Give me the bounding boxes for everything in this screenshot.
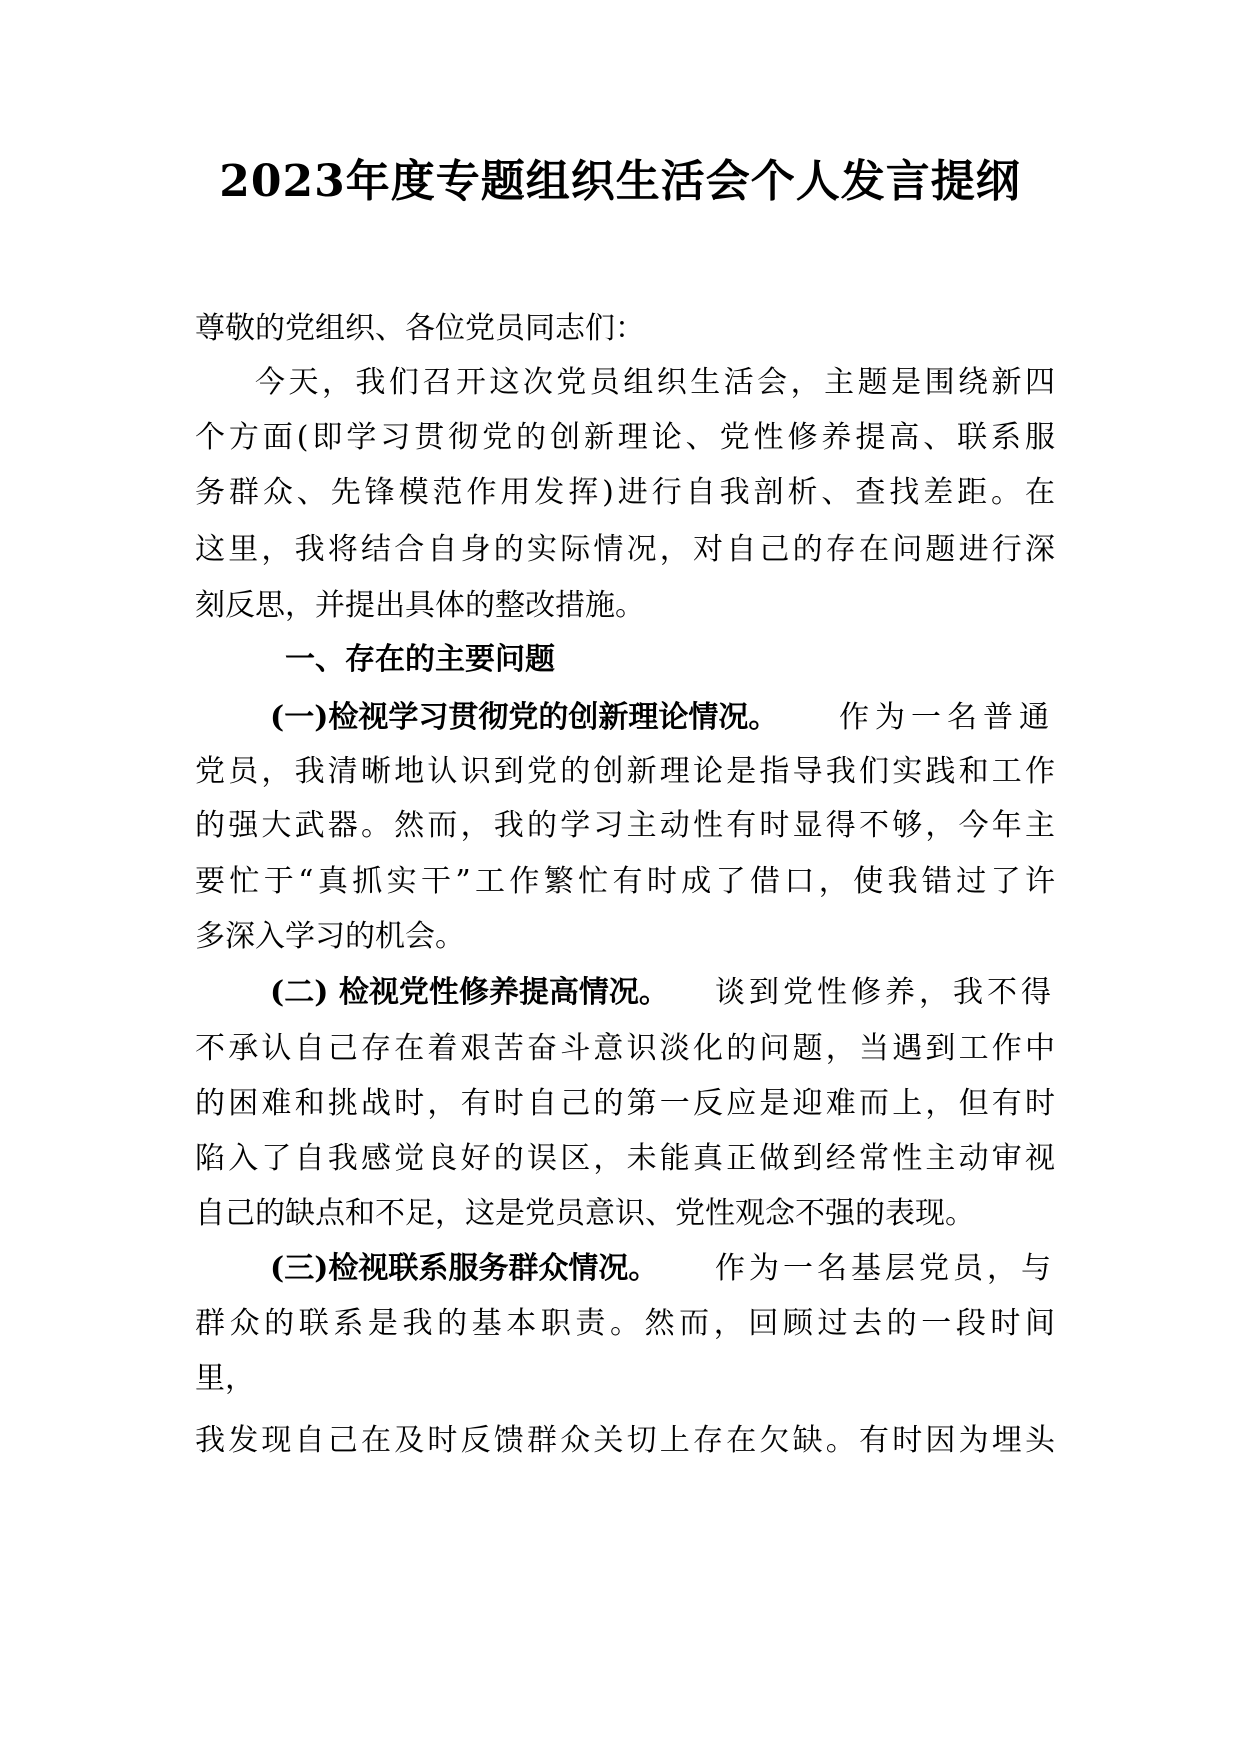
intro-line-5: 刻反思，并提出具体的整改措施。 xyxy=(195,588,645,623)
item1-line-3: 要忙于“真抓实干”工作繁忙有时成了借口，使我错过了许 xyxy=(195,864,1055,899)
intro-line-3: 务群众、先锋模范作用发挥)进行自我剖析、查找差距。在 xyxy=(195,475,1055,510)
item2-first-line xyxy=(270,973,1055,1013)
item3-line-1: 群众的联系是我的基本职责。然而，回顾过去的一段时间 xyxy=(195,1306,1055,1341)
item2-line-4: 自己的缺点和不足，这是党员意识、党性观念不强的表现。 xyxy=(195,1196,975,1231)
item1-line-2: 的强大武器。然而，我的学习主动性有时显得不够，今年主 xyxy=(195,808,1055,843)
item1-line-1: 党员，我清晰地认识到党的创新理论是指导我们实践和工作 xyxy=(195,754,1055,789)
item1-line-4: 多深入学习的机会。 xyxy=(195,919,465,954)
intro-line-4: 这里，我将结合自身的实际情况，对自己的存在问题进行深 xyxy=(195,532,1055,567)
item3-line-3: 我发现自己在及时反馈群众关切上存在欠缺。有时因为埋头 xyxy=(195,1423,1055,1458)
item3-lead: 作为一名基层党员，与 xyxy=(715,1251,1055,1286)
item3-line-2: 里， xyxy=(195,1361,255,1396)
intro-line-2: 个方面(即学习贯彻党的创新理论、党性修养提高、联系服 xyxy=(195,420,1055,455)
intro-line-1: 今天，我们召开这次党员组织生活会，主题是围绕新四 xyxy=(255,365,1055,400)
item2-line-3: 陷入了自我感觉良好的误区，未能真正做到经常性主动审视 xyxy=(195,1141,1055,1176)
item1-first-line xyxy=(270,698,1055,738)
item1-lead: 作为一名普通 xyxy=(839,700,1055,735)
item2-line-2: 的困难和挑战时，有时自己的第一反应是迎难而上，但有时 xyxy=(195,1086,1055,1121)
item2-heading: (二) 检视党性修养提高情况。 xyxy=(270,975,669,1010)
item3-heading: (三)检视联系服务群众情况。 xyxy=(270,1251,659,1286)
salutation: 尊敬的党组织、各位党员同志们： xyxy=(195,311,645,346)
item2-line-1: 不承认自己存在着艰苦奋斗意识淡化的问题，当遇到工作中 xyxy=(195,1031,1055,1066)
item1-heading: (一)检视学习贯彻党的创新理论情况。 xyxy=(270,700,779,735)
item2-lead: 谈到党性修养，我不得 xyxy=(715,975,1055,1010)
section-heading: 一、存在的主要问题 xyxy=(285,642,555,677)
document-title: 2023年度专题组织生活会个人发言提纲 xyxy=(219,156,1021,207)
item3-first-line xyxy=(270,1249,1055,1289)
